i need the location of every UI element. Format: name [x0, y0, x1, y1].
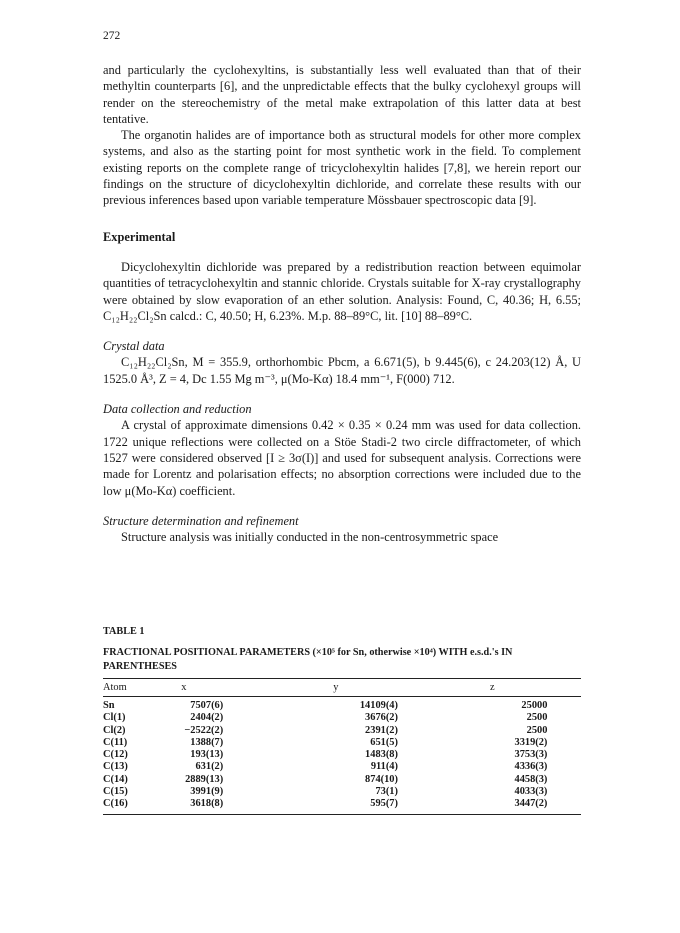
subheading-crystal-data: Crystal data: [103, 339, 165, 354]
table-header-row: [103, 679, 581, 697]
cell-atom: C(16): [103, 798, 128, 810]
table-title: FRACTIONAL POSITIONAL PARAMETERS (×10⁵ for Sn, otherwise ×10⁴) WITH e.s.d.'s IN PARENTHESES: [103, 647, 513, 672]
cell-x: 193(13): [190, 749, 224, 761]
header-y: y: [333, 682, 339, 693]
cell-z: 3447(2): [514, 798, 548, 810]
table-row: [103, 761, 581, 773]
cell-z: 4336(3): [514, 761, 548, 773]
cell-atom: Cl(1): [103, 712, 126, 724]
table-row: [103, 749, 581, 761]
cell-y: 14109(4): [359, 700, 398, 711]
cell-atom: C(15): [103, 786, 128, 798]
cell-x: 3618(8): [190, 798, 224, 810]
table-row: [103, 774, 581, 786]
subheading-data-collection: Data collection and reduction: [103, 402, 252, 417]
table-row: [103, 712, 581, 724]
cell-x: 2889(13): [185, 773, 224, 785]
cell-atom: C(12): [103, 749, 128, 761]
header-x: x: [181, 682, 187, 693]
page-number: 272: [103, 30, 121, 42]
cell-z: 2500: [526, 712, 548, 724]
cell-z: 25000: [521, 700, 548, 711]
table-row: [103, 725, 581, 737]
paragraph-data-collection: A crystal of approximate dimensions 0.42 × 0.35 × 0.24 mm was used for data collection. 1722 unique reflections were collected on a Stöe Stadi-2 two circle diffractometer, of which 1527 were considered observed [I ≥ 3σ(I)] and used for subsequent analysis. Corrections were made for Lorentz and polarisation effects; no absorption corrections were included due to the low μ(Mo-Kα) coefficient.: [103, 418, 581, 498]
paragraph-preparation: Dicyclohexyltin dichloride was prepared by a redistribution reaction between equimolar quantities of tetracyclohexyltin and stannic chloride. Crystals suitable for X-ray crystallography were obtained by slow evaporation of an ether solution. Analysis: Found, C, 40.36; H, 6.55; C₁₂H₂₂Cl₂Sn calcd.: C, 40.50; H, 6.23%. M.p. 88–89°C, lit. [10] 88–89°C.: [103, 259, 581, 323]
section-heading-experimental: Experimental: [103, 229, 176, 244]
cell-y: 874(10): [365, 773, 398, 785]
paragraph-organotin-halides: The organotin halides are of importance both as structural models for other more complex systems, and also as the starting point for most synthetic work in the field. To complement existing reports on the complete range of tricyclohexyltin halides [7,8], we herein report our findings on the structure of dicyclohexyltin dichloride, and correlate these results with our previous inferences based upon variable temperature Mössbauer spectroscopic data [9].: [103, 128, 581, 208]
cell-z: 4033(3): [514, 786, 548, 798]
table-row: [103, 798, 581, 810]
cell-z: 2500: [526, 724, 548, 736]
cell-x: 1388(7): [190, 736, 224, 748]
positional-parameters-table: [103, 678, 581, 811]
cell-atom: C(13): [103, 761, 128, 773]
paragraph-crystal-data: C₁₂H₂₂Cl₂Sn, M = 355.9, orthorhombic Pbcm, a 6.671(5), b 9.445(6), c 24.203(12) Å, U 1525.0 Å³, Z = 4, Dc 1.55 Mg m⁻³, μ(Mo-Kα) 18.4 mm⁻¹, F(000) 712.: [103, 355, 581, 386]
paragraph-structure-determination: Structure analysis was initially conducted in the non-centrosymmetric space: [121, 530, 499, 545]
table-body: [103, 697, 581, 811]
cell-atom: C(11): [103, 736, 128, 748]
table-bottom-rule: [103, 814, 581, 815]
cell-x: −2522(2): [184, 724, 224, 736]
cell-y: 595(7): [370, 798, 398, 810]
cell-x: 3991(9): [190, 786, 224, 798]
header-atom: Atom: [103, 682, 127, 693]
cell-x: 631(2): [195, 761, 224, 773]
cell-y: 73(1): [375, 786, 398, 798]
cell-z: 3319(2): [514, 736, 548, 748]
table-1: [103, 626, 581, 815]
cell-z: 3753(3): [514, 749, 548, 761]
table-row: [103, 737, 581, 749]
body-text: [103, 62, 581, 545]
table-row: [103, 786, 581, 798]
cell-x: 2404(2): [190, 712, 224, 724]
paragraph-intro-continued: and particularly the cyclohexyltins, is substantially less well evaluated than that of their methyltin counterparts [6], and the unpredictable effects that the bulky cyclohexyl groups will render on the stereochemistry of the metal make extrapolation of this latter data at best tentative.: [103, 63, 581, 126]
cell-z: 4458(3): [514, 773, 548, 785]
header-z: z: [489, 682, 495, 693]
cell-y: 3676(2): [365, 712, 398, 724]
cell-atom: Sn: [103, 700, 115, 711]
table-row: [103, 697, 581, 713]
cell-atom: Cl(2): [103, 724, 126, 736]
cell-atom: C(14): [103, 773, 128, 785]
cell-y: 911(4): [370, 761, 398, 773]
cell-y: 1483(8): [365, 749, 398, 761]
cell-y: 651(5): [370, 736, 398, 748]
subheading-structure-determination: Structure determination and refinement: [103, 513, 299, 528]
table-label: TABLE 1: [103, 626, 145, 637]
cell-y: 2391(2): [365, 724, 398, 736]
cell-x: 7507(6): [190, 700, 224, 711]
